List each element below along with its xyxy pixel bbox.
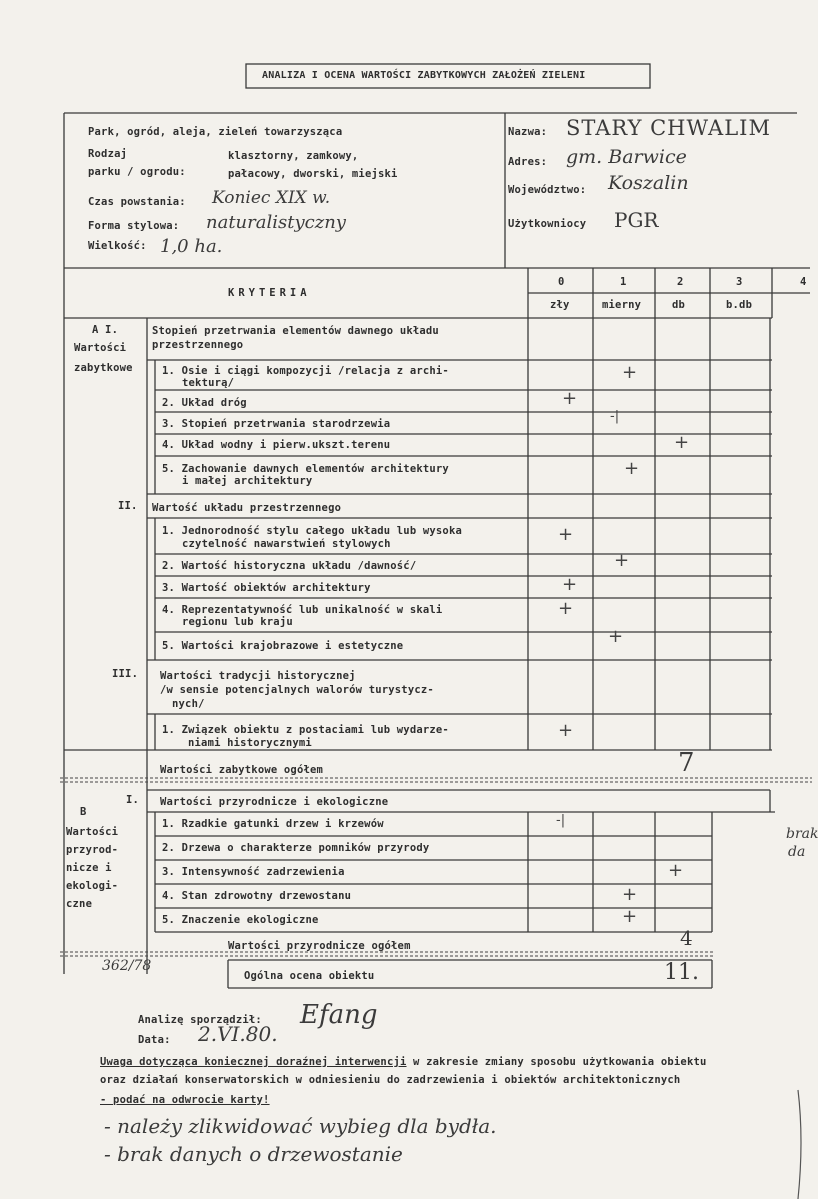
form-title: ANALIZA I OCENA WARTOŚCI ZABYTKOWYCH ZAŁOŻEŃ ZIELENI — [262, 70, 586, 81]
mark-a2-1: + — [558, 524, 574, 545]
uwaga-line-2: oraz działań konserwatorskich w odniesieniu do zadrzewienia i obiektów architektonicznych — [100, 1074, 681, 1086]
mark-a1-3: -| — [610, 409, 620, 424]
uzytkownik-value: PGR — [614, 208, 659, 232]
scale-label-0: zły — [550, 299, 570, 311]
criteria-row-a1-1: 1. Osie i ciągi kompozycji /relacja z archi- — [162, 365, 449, 377]
section-a-head-1a: Stopień przetrwania elementów dawnego układu — [152, 325, 439, 337]
criteria-row-b-3: 3. Intensywność zadrzewienia — [162, 866, 345, 878]
criteria-row-b-1: 1. Rzadkie gatunki drzew i krzewów — [162, 818, 384, 830]
criteria-row-a2-4: 4. Reprezentatywność lub unikalność w skali — [162, 604, 443, 616]
section-a-head-3b: /w sensie potencjalnych walorów turystycz- — [160, 684, 434, 696]
scale-number-1: 1 — [620, 276, 627, 288]
section-a-total-label: Wartości zabytkowe ogółem — [160, 764, 324, 776]
criteria-row-a1-5b: i małej architektury — [182, 475, 313, 487]
kryteria-label: KRYTERIA — [228, 287, 311, 299]
mark-a1-4: + — [674, 432, 690, 453]
mark-a2-3: + — [562, 574, 578, 595]
scale-label-3: b.db — [726, 299, 753, 311]
mark-a2-2: + — [614, 550, 630, 571]
mark-a3-1: + — [558, 720, 574, 741]
section-b-group-1: Wartości — [66, 826, 119, 838]
handwritten-note-1: - należy zlikwidować wybieg dla bydła. — [104, 1114, 497, 1138]
handwritten-note-2: - brak danych o drzewostanie — [104, 1142, 403, 1166]
mark-a2-4: + — [558, 598, 574, 619]
wojewodztwo-value: Koszalin — [608, 172, 689, 194]
criteria-row-a1-4: 4. Układ wodny i pierw.ukszt.terenu — [162, 439, 391, 451]
overall-label: Ogólna ocena obiektu — [244, 970, 375, 982]
rodzaj-label-2: parku / ogrodu: — [88, 166, 186, 178]
section-a-head-3c: nych/ — [172, 698, 205, 710]
section-a-head-1b: przestrzennego — [152, 339, 244, 351]
section-b-head: Wartości przyrodnicze i ekologiczne — [160, 796, 389, 808]
uwaga-line-1 — [100, 1056, 707, 1068]
scale-label-1: mierny — [602, 299, 642, 311]
criteria-row-a2-1: 1. Jednorodność stylu całego układu lub wysoka — [162, 525, 462, 537]
section-a-group-label-1: Wartości — [74, 342, 127, 354]
criteria-row-b-5: 5. Znaczenie ekologiczne — [162, 914, 319, 926]
criteria-row-a1-3: 3. Stopień przetrwania starodrzewia — [162, 418, 391, 430]
wielkosc-label: Wielkość: — [88, 240, 147, 252]
rodzaj-label: Rodzaj — [88, 148, 128, 160]
section-a-group-label-2: zabytkowe — [74, 362, 133, 374]
wielkosc-value: 1,0 ha. — [160, 236, 223, 257]
section-a-roman-2: II. — [118, 500, 138, 512]
criteria-row-a3-1b: niami historycznymi — [188, 737, 312, 749]
mark-a1-2: + — [562, 388, 578, 409]
section-b-group-2: przyrod- — [66, 844, 119, 856]
scale-number-4: 4 — [800, 276, 807, 288]
analiza-signature: Efang — [300, 1000, 378, 1030]
adres-value: gm. Barwice — [566, 146, 687, 168]
section-b-group-3: nicze i — [66, 862, 112, 874]
data-value: 2.VI.80. — [198, 1022, 278, 1046]
rodzaj-values-1: klasztorny, zamkowy, — [228, 150, 359, 162]
criteria-row-a3-1: 1. Związek obiektu z postaciami lub wydarze- — [162, 724, 449, 736]
section-b-group-5: czne — [66, 898, 93, 910]
section-b-total-label: Wartości przyrodnicze ogółem — [228, 940, 411, 952]
forma-value: naturalistyczny — [206, 212, 346, 233]
uwaga-line-3: - podać na odwrocie karty! — [100, 1094, 270, 1106]
nazwa-value: STARY CHWALIM — [566, 116, 771, 140]
analiza-label: Analizę sporządził: — [138, 1014, 262, 1026]
criteria-row-a1-5: 5. Zachowanie dawnych elementów architektury — [162, 463, 449, 475]
mark-b-1: -| — [556, 813, 566, 828]
adres-label: Adres: — [508, 156, 548, 168]
criteria-row-b-4: 4. Stan zdrowotny drzewostanu — [162, 890, 352, 902]
criteria-row-a2-2: 2. Wartość historyczna układu /dawność/ — [162, 560, 417, 572]
mark-a1-5: + — [624, 458, 640, 479]
wojewodztwo-label: Województwo: — [508, 184, 587, 196]
uzytkownik-label: Użytkowniocy — [508, 218, 587, 230]
section-b-total-value: 4 — [680, 926, 693, 950]
section-a-head-3a: Wartości tradycji historycznej — [160, 670, 356, 682]
criteria-row-a2-5: 5. Wartości krajobrazowe i estetyczne — [162, 640, 404, 652]
scale-label-2: db — [672, 299, 686, 311]
section-a-head-2: Wartość układu przestrzennego — [152, 502, 342, 514]
park-type-line: Park, ogród, aleja, zieleń towarzysząca — [88, 126, 343, 138]
section-a-roman-1: A I. — [92, 324, 119, 336]
file-number: 362/78 — [102, 958, 152, 974]
mark-a2-5: + — [608, 626, 624, 647]
uwaga-rest: w zakresie zmiany sposobu użytkowania obiektu — [406, 1056, 707, 1068]
margin-note-2: da — [788, 844, 806, 860]
section-a-roman-3: III. — [112, 668, 139, 680]
uwaga-underlined: Uwaga dotycząca koniecznej doraźnej interwencji — [100, 1056, 407, 1068]
scale-number-2: 2 — [677, 276, 684, 288]
section-b-group-4: ekologi- — [66, 880, 119, 892]
criteria-row-b-2: 2. Drzewa o charakterze pomników przyrody — [162, 842, 430, 854]
scale-number-0: 0 — [558, 276, 565, 288]
criteria-row-a2-1b: czytelność nawarstwień stylowych — [182, 538, 391, 550]
mark-b-5: + — [622, 906, 638, 927]
section-b-letter: B — [80, 806, 87, 818]
margin-note-1: brak — [786, 826, 818, 842]
section-b-roman: I. — [126, 794, 140, 806]
rodzaj-values-2: pałacowy, dworski, miejski — [228, 168, 398, 180]
mark-b-4: + — [622, 884, 638, 905]
nazwa-label: Nazwa: — [508, 126, 548, 138]
mark-a1-1: + — [622, 362, 638, 383]
criteria-row-a2-4b: regionu lub kraju — [182, 616, 293, 628]
mark-b-3: + — [668, 860, 684, 881]
overall-value: 11. — [664, 960, 699, 985]
section-a-total-value: 7 — [678, 748, 695, 778]
forma-label: Forma stylowa: — [88, 220, 180, 232]
criteria-row-a1-1b: tekturą/ — [182, 377, 235, 389]
czas-label: Czas powstania: — [88, 196, 186, 208]
criteria-row-a1-2: 2. Układ dróg — [162, 397, 247, 409]
data-label: Data: — [138, 1034, 171, 1046]
scale-number-3: 3 — [736, 276, 743, 288]
czas-value: Koniec XIX w. — [212, 188, 331, 208]
criteria-row-a2-3: 3. Wartość obiektów architektury — [162, 582, 371, 594]
